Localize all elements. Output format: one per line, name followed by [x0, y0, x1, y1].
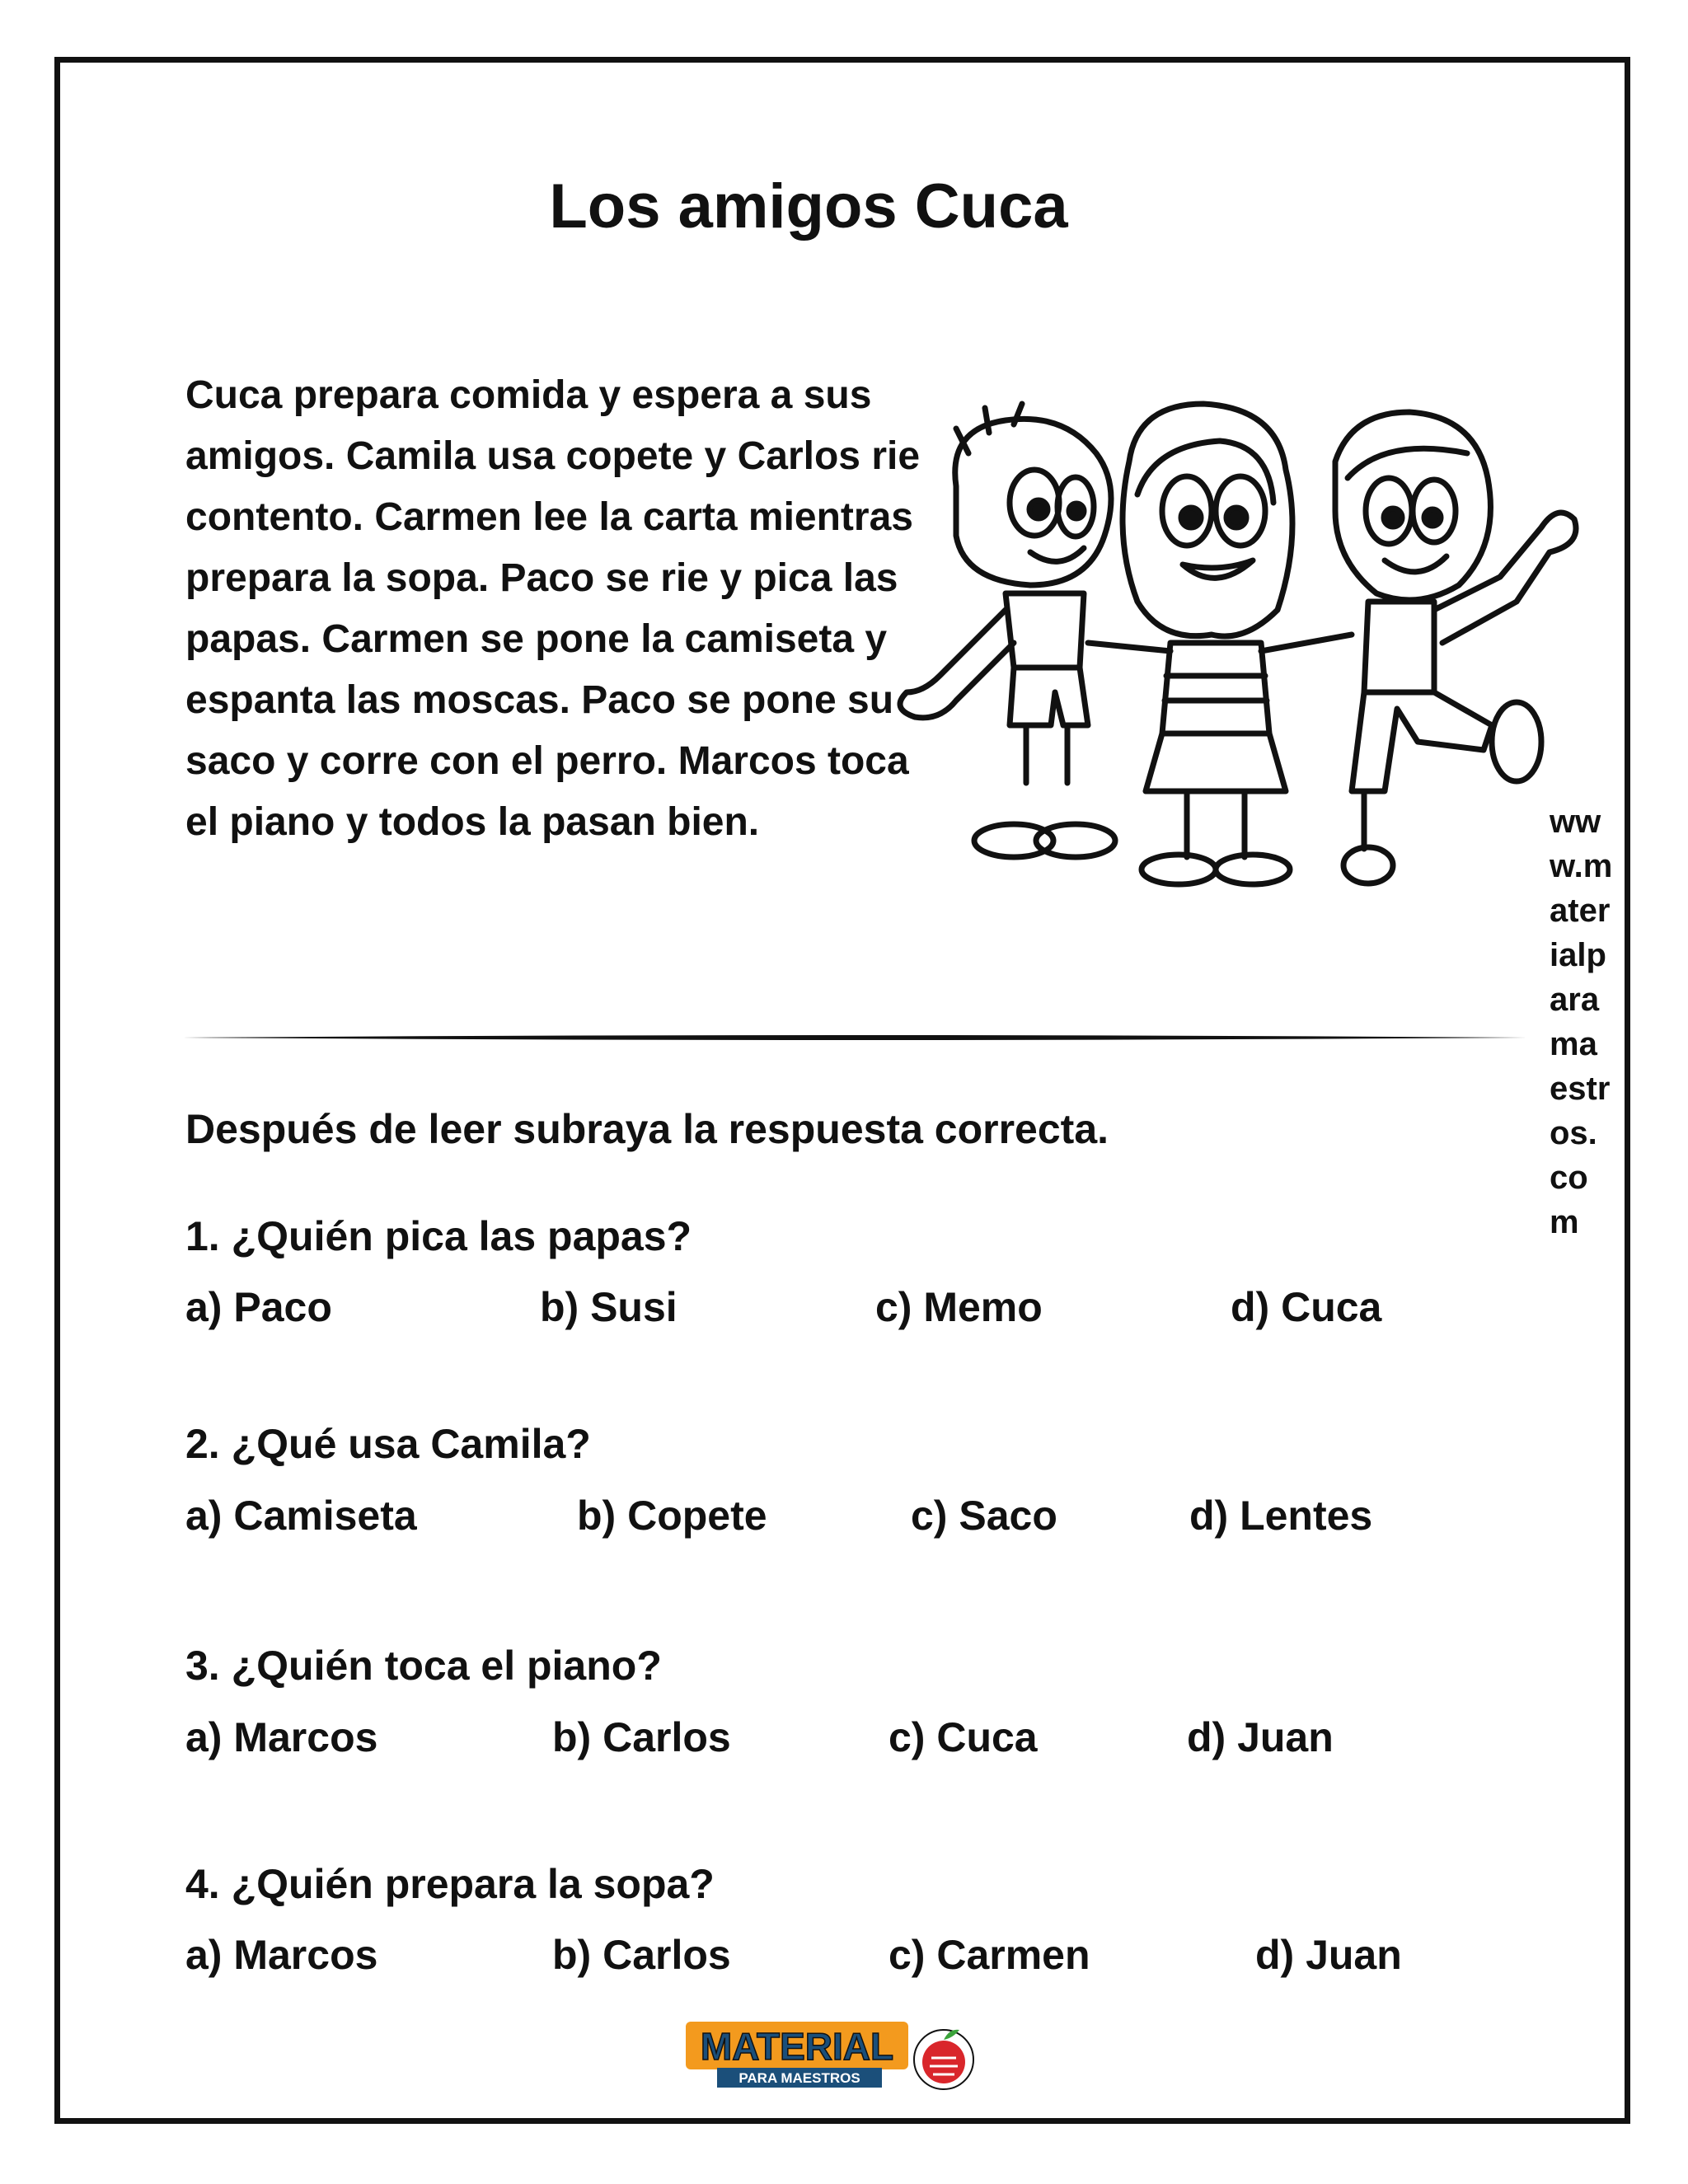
- question-3: 3. ¿Quién toca el piano?: [185, 1643, 662, 1689]
- q2-option-a[interactable]: a) Camiseta: [185, 1493, 417, 1539]
- q4-option-d[interactable]: d) Juan: [1255, 1932, 1402, 1978]
- q3-option-c[interactable]: c) Cuca: [889, 1714, 1038, 1760]
- question-2: 2. ¿Qué usa Camila?: [185, 1421, 591, 1467]
- reading-passage: Cuca prepara comida y espera a sus amigos. Camila usa copete y Carlos rie contento. Carmen lee la carta mientras prepara la sopa. Paco se rie y pica las papas. Carmen se pone la camiseta y espanta las moscas. Paco se pone su saco y corre con el perro. Marcos toca el piano y todos la pasan bien.: [185, 373, 921, 844]
- q3-option-b[interactable]: b) Carlos: [552, 1714, 731, 1760]
- q1-option-a[interactable]: a) Paco: [185, 1284, 332, 1330]
- page-title: Los amigos Cuca: [549, 171, 1068, 241]
- section-divider: [183, 1034, 1526, 1041]
- instruction-text: Después de leer subraya la respuesta correcta.: [185, 1106, 1109, 1152]
- material-para-maestros-logo: [684, 2017, 981, 2093]
- q4-option-b[interactable]: b) Carlos: [552, 1932, 731, 1978]
- q2-option-d[interactable]: d) Lentes: [1189, 1493, 1373, 1539]
- q2-option-c[interactable]: c) Saco: [911, 1493, 1057, 1539]
- q4-option-a[interactable]: a) Marcos: [185, 1932, 378, 1978]
- q4-option-c[interactable]: c) Carmen: [889, 1932, 1090, 1978]
- q1-option-b[interactable]: b) Susi: [540, 1284, 678, 1330]
- q1-option-c[interactable]: c) Memo: [875, 1284, 1043, 1330]
- website-watermark: www.materialparamaestros.com: [1550, 804, 1613, 1240]
- q3-option-d[interactable]: d) Juan: [1187, 1714, 1334, 1760]
- q1-option-d[interactable]: d) Cuca: [1231, 1284, 1382, 1330]
- logo-subtitle: PARA MAESTROS: [738, 2070, 860, 2086]
- q3-option-a[interactable]: a) Marcos: [185, 1714, 378, 1760]
- question-1: 1. ¿Quién pica las papas?: [185, 1213, 692, 1259]
- logo-word: MATERIAL: [700, 2025, 894, 2068]
- q2-option-b[interactable]: b) Copete: [577, 1493, 767, 1539]
- children-illustration: [890, 396, 1582, 890]
- apple-icon: [922, 2041, 965, 2083]
- question-4: 4. ¿Quién prepara la sopa?: [185, 1861, 715, 1907]
